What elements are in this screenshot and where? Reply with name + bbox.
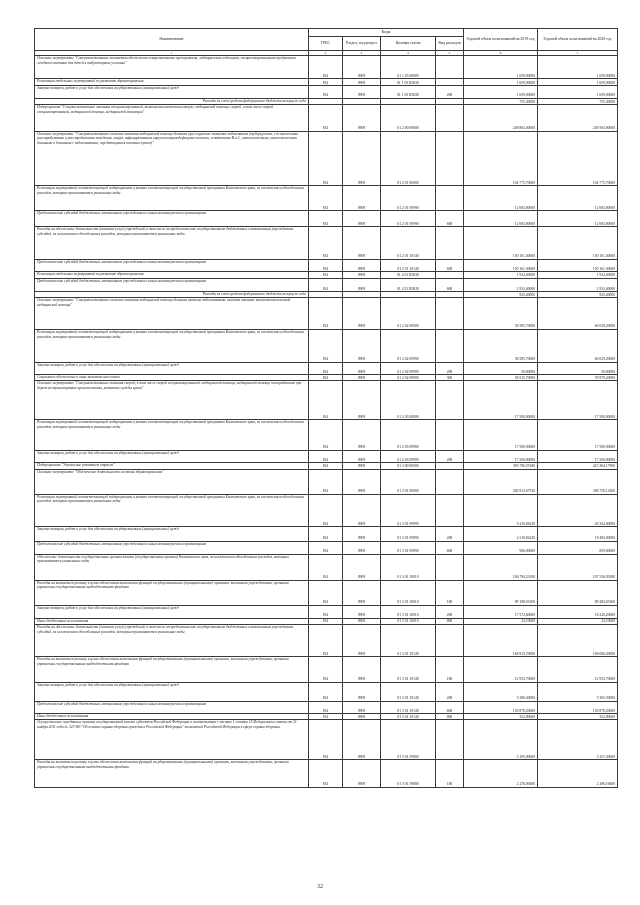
row-grbs: 814 [309,362,343,375]
budget-table [34,28,618,788]
row-csr: 01 2 02 09990 [381,375,436,381]
row-amount-2019: 906,00000 [464,542,538,555]
row-amount-2019: 1 659,00000 [464,79,538,86]
row-razdel: 0909 [343,86,381,99]
table-row [35,657,618,682]
row-amount-2019: 58 585,70000 [464,298,538,330]
row-csr: 01 3 01 59800 [381,720,436,760]
header-codes: Коды [309,29,464,37]
row-csr: 01 1 03 00000 [381,56,436,79]
row-amount-2020: 925,40000 [538,292,618,298]
row-grbs: 814 [309,701,343,714]
row-amount-2020: 60 029,20000 [538,298,618,330]
row-amount-2019: 168 913,70000 [464,624,538,657]
row-grbs: 814 [309,580,343,605]
row-csr: 01 3 01 10010 [381,580,436,605]
row-csr: 01 3 01 10140 [381,714,436,720]
row-amount-2019: 5 280,40000 [464,682,538,701]
table-row [35,278,618,292]
row-name: Реализация мероприятий соответствующей подпрограммы в рамках соответствующей государственной программы Камчатского края, за исключением обособленных расходов, которым присваиваются уникальные коды [35,329,309,362]
table-row [35,624,618,657]
row-name: Обеспечение деятельности государственных органов власти (государственных органов) Камчатского края, за исключением обособленных расходов, которым присваиваются уникальные коды [35,554,309,580]
row-amount-2019: 23,10000 [464,618,538,624]
row-name: Расходы за счет средств федерального бюджета текущего года [35,99,309,105]
row-razdel: 0909 [343,657,381,682]
row-vid: 800 [436,618,464,624]
row-amount-2019: 58 585,70000 [464,329,538,362]
row-amount-2020: 17 500,00000 [538,450,618,463]
row-razdel: 0909 [343,450,381,463]
row-amount-2020: 1 659,00000 [538,56,618,79]
row-grbs: 814 [309,211,343,227]
row-grbs: 814 [309,494,343,527]
row-razdel: 0909 [343,420,381,450]
table-row [35,701,618,714]
row-amount-2019: 150 870,20000 [464,701,538,714]
col-number: 2 [309,51,343,56]
row-name: Реализация отдельных мероприятий по развитию здравоохранения [35,79,309,86]
row-amount-2019: 395 796,55180 [464,463,538,469]
row-razdel: 0909 [343,362,381,375]
row-vid [436,105,464,131]
row-razdel: 0909 [343,760,381,787]
row-vid: 200 [436,527,464,542]
row-amount-2019: 2 510,84230 [464,527,538,542]
row-name: Закупка товаров, работ и услуг для обеспечения государственных (муниципальных) нужд [35,682,309,701]
row-amount-2019: 925,40000 [464,292,538,298]
row-razdel: 0909 [343,79,381,86]
row-name: Реализация мероприятий соответствующей подпрограммы в рамках соответствующей государственной программы Камчатского края, за исключением обособленных расходов, которым присваиваются уникальные коды [35,494,309,527]
row-amount-2020: 17 500,00000 [538,420,618,450]
row-vid: 600 [436,278,464,292]
row-vid [436,227,464,260]
table-row [35,450,618,463]
row-csr: 01 1 03 R3820 [381,86,436,99]
row-name: Закупка товаров, работ и услуг для обеспечения государственных (муниципальных) нужд [35,450,309,463]
row-name: Расходы на выплаты персоналу в целях обеспечения выполнения функций государственными (муниципальными) органами, казенными учреждениями, органами управления государственными внебюджетными фондами [35,657,309,682]
table-row [35,527,618,542]
row-csr: 01 3 01 10010 [381,554,436,580]
row-amount-2020: 59 979,20000 [538,375,618,381]
row-name: Основное мероприятие "Обеспечение деятельности системы здравоохранения" [35,469,309,494]
row-amount-2020: 5 365,50000 [538,682,618,701]
page-number: 32 [317,884,323,890]
row-csr: 01 3 01 09990 [381,527,436,542]
header-2020: Годовой объем ассигнований на 2020 год [538,29,618,51]
table-row [35,682,618,701]
row-amount-2020: 150 161,30000 [538,227,618,260]
row-grbs: 814 [309,606,343,619]
header-razdel: Раздел, под-раздел [343,37,381,51]
row-razdel: 0909 [343,618,381,624]
row-razdel: 0909 [343,554,381,580]
row-csr: 01 2 00 00000 [381,105,436,131]
table-row [35,381,618,420]
row-csr: 01 2 02 09990 [381,362,436,375]
row-grbs: 814 [309,469,343,494]
row-razdel: 0909 [343,701,381,714]
row-amount-2019: 150 161,30000 [464,227,538,260]
row-grbs: 814 [309,298,343,330]
table-row [35,131,618,186]
row-grbs: 814 [309,329,343,362]
row-vid [436,469,464,494]
row-grbs: 814 [309,714,343,720]
row-csr: 01 3 01 59800 [381,760,436,787]
row-grbs: 814 [309,375,343,381]
row-amount-2019: 164 775,70000 [464,131,538,186]
col-number: 5 [436,51,464,56]
row-amount-2020: 859,00000 [538,542,618,555]
row-name: Расходы за счет средств федерального бюджета текущего года [35,292,309,298]
col-number: 7 [538,51,618,56]
row-amount-2020: 12 933,70000 [538,657,618,682]
row-amount-2019: 249 863,40000 [464,105,538,131]
col-number: 6 [464,51,538,56]
row-grbs: 814 [309,381,343,420]
table-row [35,760,618,787]
row-csr: 01 2 01 10140 [381,227,436,260]
row-amount-2020: 249 504,90000 [538,105,618,131]
row-csr: 01 3 01 09990 [381,494,436,527]
row-amount-2020: 107 526,93300 [538,554,618,580]
row-csr: 01 3 01 10010 [381,606,436,619]
row-razdel: 0909 [343,463,381,469]
table-row [35,56,618,79]
row-amount-2020: 164 775,70000 [538,131,618,186]
row-amount-2020: 18 220,20000 [538,606,618,619]
row-csr: 01 2 03 00000 [381,381,436,420]
row-csr: 01 1 03 R3820 [381,79,436,86]
row-amount-2019: 1 659,00000 [464,86,538,99]
row-amount-2020: 169 006,20000 [538,624,618,657]
row-razdel: 0909 [343,131,381,186]
row-vid [436,381,464,420]
row-amount-2020: 23,10000 [538,618,618,624]
col-number: 1 [35,51,309,56]
row-razdel: 0909 [343,186,381,211]
row-razdel: 0909 [343,278,381,292]
row-vid [436,79,464,86]
table-row [35,211,618,227]
row-grbs: 814 [309,56,343,79]
row-amount-2019: 12 682,00000 [464,211,538,227]
row-name: Осуществление переданных органам государственной власти субъектов Российской Федерации в соответствии с частью 1 статьи 15 Федерального закона от 21 ноября 2011 года № 323-ФЗ "Об основах охраны здоровья граждан в Российской Федерации" полномочий Российской Федерации в сфере охраны здоровья [35,720,309,760]
row-grbs: 814 [309,86,343,99]
row-amount-2020: 17 500,00000 [538,381,618,420]
row-razdel: 0909 [343,375,381,381]
row-amount-2019: 1 932,40000 [464,272,538,278]
row-amount-2020: 755,30000 [538,99,618,105]
row-razdel: 0909 [343,227,381,260]
row-razdel: 0909 [343,105,381,131]
row-grbs: 814 [309,227,343,260]
row-grbs: 814 [309,527,343,542]
row-grbs: 814 [309,624,343,657]
row-amount-2019: 150 161,30000 [464,259,538,272]
row-amount-2020: 19 483,00000 [538,527,618,542]
row-csr: 01 3 01 10010 [381,618,436,624]
row-amount-2019: 2 276,09480 [464,760,538,787]
row-razdel: 0909 [343,720,381,760]
row-name: Предоставление субсидий бюджетным, автономным учреждениям и иным некоммерческим организациям [35,542,309,555]
row-razdel: 0909 [343,624,381,657]
row-amount-2020: 2 296,16600 [538,760,618,787]
header-2019: Годовой объем ассигнований на 2019 год [464,29,538,51]
row-name: Социальное обеспечение и иные выплаты населению [35,375,309,381]
row-vid: 800 [436,714,464,720]
table-row [35,606,618,619]
row-vid: 100 [436,657,464,682]
row-amount-2019: 12 682,00000 [464,186,538,211]
row-amount-2019: 58 535,70000 [464,375,538,381]
row-grbs: 814 [309,105,343,131]
row-razdel: 0909 [343,580,381,605]
row-amount-2020: 300 758,13200 [538,469,618,494]
row-amount-2019: 89 198,53100 [464,580,538,605]
row-razdel: 0909 [343,682,381,701]
row-name: Расходы на выплаты персоналу в целях обеспечения выполнения функций государственными (муниципальными) органами, казенными учреждениями, органами управления государственными внебюджетными фондами [35,760,309,787]
table-row [35,494,618,527]
row-amount-2020: 150 870,20000 [538,701,618,714]
row-amount-2020: 1 659,00000 [538,86,618,99]
row-vid [436,494,464,527]
row-name: Основное мероприятие "Совершенствование системы оказания медицинской помощи больным при социально-значимых заболеваниях (туберкулезом, с психическими расстройствами и расстройствами поведения, лицам, инфицированным вирусом иммунодефицита человека, гепатитами В и С, онкологическими, онкологическими больными и больными с заболеваниями, передающимися половым путем)" [35,131,309,186]
row-razdel: 0909 [343,329,381,362]
row-name: Закупка товаров, работ и услуг для обеспечения государственных (муниципальных) нужд [35,606,309,619]
row-amount-2020: 3 251,30000 [538,720,618,760]
header-csr: Целевая статья [381,37,436,51]
row-grbs: 814 [309,131,343,186]
row-csr: 01 3 01 09990 [381,542,436,555]
row-grbs: 814 [309,657,343,682]
budget-rows [35,56,618,788]
row-grbs: 814 [309,542,343,555]
row-name: Предоставление субсидий бюджетным, автономным учреждениям и иным некоммерческим организациям [35,259,309,272]
row-razdel: 0909 [343,542,381,555]
row-amount-2019: 252,80000 [464,714,538,720]
table-row [35,105,618,131]
table-row [35,420,618,450]
row-name: Расходы на обеспечение деятельности (оказание услуг) учреждений, в том числе на предоставление государственным бюджетным и автономным учреждениям субсидий, за исключением обособленных расходов, которым присваиваются уникальные коды [35,624,309,657]
row-amount-2019: 50,00000 [464,362,538,375]
row-vid: 200 [436,362,464,375]
row-vid: 200 [436,450,464,463]
row-razdel: 0909 [343,469,381,494]
table-row [35,469,618,494]
row-vid [436,186,464,211]
row-amount-2019: 3 416,84230 [464,494,538,527]
row-csr: 01 2 03 09990 [381,420,436,450]
row-grbs: 814 [309,79,343,86]
row-name: Закупка товаров, работ и услуг для обеспечения государственных (муниципальных) нужд [35,362,309,375]
row-name: Основное мероприятие "Совершенствование механизмов обеспечения лекарственными препаратами, медицинскими изделиями, специализированными продуктами лечебного питания для детей в амбулаторных условиях" [35,56,309,79]
row-grbs: 814 [309,720,343,760]
row-amount-2020: 12 682,00000 [538,186,618,211]
table-row [35,186,618,211]
row-name: Расходы на выплаты персоналу в целях обеспечения выполнения функций государственными (муниципальными) органами, казенными учреждениями, органами управления государственными внебюджетными фондами [35,580,309,605]
row-csr: 01 3 01 10140 [381,657,436,682]
row-vid: 600 [436,259,464,272]
row-vid: 200 [436,682,464,701]
row-amount-2020: 89 283,63300 [538,580,618,605]
row-vid: 600 [436,211,464,227]
row-name: Предоставление субсидий бюджетным, автономным учреждениям и иным некоммерческим организациям [35,211,309,227]
table-row [35,298,618,330]
table-row [35,227,618,260]
row-vid [436,720,464,760]
table-row [35,580,618,605]
row-amount-2020: 12 682,00000 [538,211,618,227]
row-name: Иные бюджетные ассигнования [35,714,309,720]
table-row [35,259,618,272]
row-grbs: 814 [309,554,343,580]
row-amount-2019: 282 913,67530 [464,469,538,494]
row-razdel: 0909 [343,298,381,330]
row-amount-2020: 50,00000 [538,362,618,375]
row-amount-2019: 17 500,00000 [464,420,538,450]
row-csr: 01 2 01 00000 [381,131,436,186]
row-name: Иные бюджетные ассигнования [35,618,309,624]
row-grbs: 814 [309,259,343,272]
row-csr: 01 3 00 00000 [381,463,436,469]
row-amount-2020: 1 932,40000 [538,278,618,292]
row-amount-2019: 17 572,60000 [464,606,538,619]
row-amount-2020: 150 161,30000 [538,259,618,272]
row-vid: 600 [436,542,464,555]
row-grbs: 814 [309,618,343,624]
row-vid: 300 [436,375,464,381]
row-name: Реализация мероприятий соответствующей подпрограммы в рамках соответствующей государственной программы Камчатского края, за исключением обособленных расходов, которым присваиваются уникальные коды [35,420,309,450]
row-grbs: 814 [309,272,343,278]
row-name: Закупка товаров, работ и услуг для обеспечения государственных (муниципальных) нужд [35,86,309,99]
table-row [35,79,618,86]
row-name: Предоставление субсидий бюджетным, автономным учреждениям и иным некоммерческим организациям [35,278,309,292]
row-csr: 01 2 01 R3820 [381,278,436,292]
header-grbs: ГРБС [309,37,343,51]
row-razdel: 0909 [343,56,381,79]
row-amount-2020: 415 304,17900 [538,463,618,469]
row-grbs: 814 [309,420,343,450]
row-amount-2019: 17 500,00000 [464,450,538,463]
header-vid: Вид расходов [436,37,464,51]
row-grbs: 814 [309,450,343,463]
row-csr: 01 2 01 09990 [381,211,436,227]
row-amount-2019: 17 500,00000 [464,381,538,420]
row-razdel: 0909 [343,259,381,272]
row-csr: 01 2 03 09990 [381,450,436,463]
row-name: Расходы на обеспечение деятельности (оказание услуг) учреждений, в том числе на предоставление государственным бюджетным и автономным учреждениям субсидий, за исключением обособленных расходов, которым присваиваются уникальные коды [35,227,309,260]
table-row [35,542,618,555]
table-row [35,86,618,99]
row-name: Основное мероприятие "Совершенствование системы оказания медицинской помощи больным прочими заболеваниями, включая оказание высокотехнологичной медицинской помощи" [35,298,309,330]
row-csr: 01 3 01 10140 [381,624,436,657]
row-vid [436,420,464,450]
row-razdel: 0909 [343,494,381,527]
row-amount-2019: 3 195,00000 [464,720,538,760]
row-amount-2020: 1 932,40000 [538,272,618,278]
row-razdel: 0909 [343,211,381,227]
row-vid [436,131,464,186]
row-csr: 01 2 01 10140 [381,259,436,272]
row-csr: 01 2 01 09990 [381,186,436,211]
row-csr: 01 2 02 09990 [381,329,436,362]
row-name: Основное мероприятие "Совершенствование оказания скорой, в том числе скорой специализированной, медицинской помощи, медицинской помощи пострадавшим при дорожно-транспортных происшествиях, развития службы крови" [35,381,309,420]
row-grbs: 814 [309,682,343,701]
row-csr: 01 3 01 10140 [381,701,436,714]
row-amount-2019: 755,30000 [464,99,538,105]
table-row [35,554,618,580]
row-csr: 01 2 01 R3820 [381,272,436,278]
row-grbs: 814 [309,186,343,211]
table-row [35,329,618,362]
row-vid [436,56,464,79]
row-amount-2019: 12 933,70000 [464,657,538,682]
row-amount-2020: 20 342,00000 [538,494,618,527]
row-vid [436,624,464,657]
table-row [35,720,618,760]
header-name: Наименование [35,29,309,51]
row-name: Закупка товаров, работ и услуг для обеспечения государственных (муниципальных) нужд [35,527,309,542]
row-razdel: 0909 [343,714,381,720]
row-vid [436,329,464,362]
row-vid: 100 [436,580,464,605]
row-vid: 200 [436,86,464,99]
row-name: Подпрограмма "Управление развитием отрасли" [35,463,309,469]
row-razdel: 0909 [343,527,381,542]
row-amount-2019: 106 794,23100 [464,554,538,580]
row-vid: 200 [436,606,464,619]
row-amount-2019: 1 659,00000 [464,56,538,79]
row-razdel: 0909 [343,272,381,278]
row-name: Реализация мероприятий соответствующей подпрограммы в рамках соответствующей государственной программы Камчатского края, за исключением обособленных расходов, которым присваиваются уникальные коды [35,186,309,211]
row-razdel: 0909 [343,381,381,420]
budget-sheet [34,28,617,876]
row-name: Реализация отдельных мероприятий по развитию здравоохранения [35,272,309,278]
row-vid [436,298,464,330]
row-csr: 01 2 02 00000 [381,298,436,330]
row-grbs: 814 [309,760,343,787]
row-csr: 01 3 01 00000 [381,469,436,494]
row-amount-2019: 1 932,40000 [464,278,538,292]
row-vid: 600 [436,701,464,714]
row-vid: 100 [436,760,464,787]
col-number: 4 [381,51,436,56]
row-razdel: 0909 [343,606,381,619]
row-grbs: 814 [309,463,343,469]
row-name: Подпрограмма "Совершенствование оказания специализированной, включая высокотехнологичную, медицинской помощи, скорой, в том числе скорой специализированной, медицинской помощи, медицинской эвакуации" [35,105,309,131]
row-grbs: 814 [309,278,343,292]
col-number: 3 [343,51,381,56]
row-csr: 01 3 01 10140 [381,682,436,701]
row-name: Предоставление субсидий бюджетным, автономным учреждениям и иным некоммерческим организациям [35,701,309,714]
row-vid [436,554,464,580]
row-amount-2020: 60 029,20000 [538,329,618,362]
row-amount-2020: 1 659,00000 [538,79,618,86]
row-amount-2020: 252,80000 [538,714,618,720]
table-row [35,362,618,375]
